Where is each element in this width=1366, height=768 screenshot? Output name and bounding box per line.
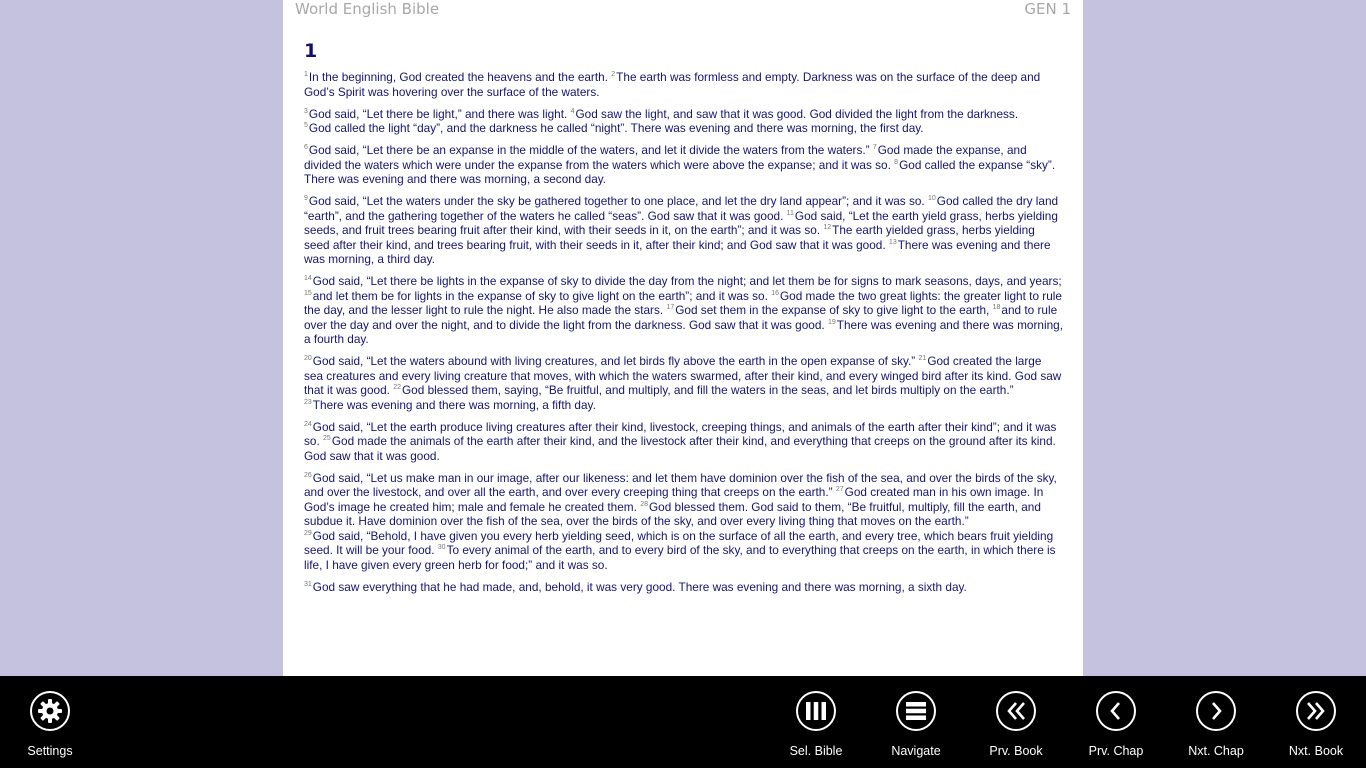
verse-number: 27	[835, 486, 844, 493]
verse-number: 25	[323, 435, 331, 442]
chevron-left-icon	[1096, 691, 1136, 731]
verse-text: God set them in the expanse of sky to give light to the earth,	[675, 303, 990, 317]
verse-text: God called the light “day”, and the darkness he called “night”. There was evening and there was morning, the first day.	[308, 121, 924, 135]
verse-text: God said, “Behold, I have given you every herb yielding seed, which is on the surface of all the earth, and every tree, which bears fruit yielding seed. It will be your food.	[304, 528, 1054, 557]
rewind-icon	[996, 691, 1036, 731]
verse-number: 15	[304, 289, 312, 297]
next-chap-button[interactable]	[1166, 691, 1266, 761]
verse-text: God said, “Let there be light,” and there was light.	[308, 106, 568, 121]
verse-text: God made the expanse, and divided the waters which were under the expanse from the waters which were above the expanse; and it was so.	[304, 143, 1027, 172]
verse-number: 8	[894, 158, 899, 166]
verse-number: 2	[611, 71, 616, 78]
fast-forward-icon	[1296, 691, 1336, 731]
verse-text: In the beginning, God created the heavens and the earth.	[308, 70, 608, 84]
verse-text: To every animal of the earth, and to every bird of the sky, and to everything that creeps on the earth, in which there is life, I have given every green herb for food;” and it was so.	[304, 543, 1056, 572]
verse-paragraph	[304, 420, 1063, 464]
verse-text: God said, “Let the earth produce living creatures after their kind, livestock, creeping things, and animals of the earth after their kind”; and it was so.	[304, 419, 1057, 448]
verse-text: God blessed them. God said to them, “Be fruitful, multiply, fill the earth, and subdue it. Have dominion over the fish of the sea, over the birds of the sky, and over every living thing that moves on the earth.”	[304, 499, 1041, 528]
verse-text: God saw the light, and saw that it was good. God divided the light from the darkness.	[575, 106, 1019, 121]
verse-number: 3	[304, 107, 308, 115]
verse-text: God made the two great lights: the greater light to rule the day, and the lesser light to rule the night. He also made the stars.	[304, 288, 1062, 317]
verse-paragraph	[304, 143, 1063, 187]
reading-page[interactable]	[283, 0, 1083, 676]
verse-text: There was evening and there was morning, a fifth day.	[312, 397, 596, 412]
prev-book-label: Prv. Book	[989, 744, 1043, 758]
verse-paragraph	[304, 194, 1063, 267]
verse-text: God called the expanse “sky”. There was evening and there was morning, a second day.	[304, 157, 1056, 186]
verse-number: 6	[304, 144, 308, 151]
sel-bible-button[interactable]	[766, 691, 866, 761]
verse-paragraph	[304, 70, 1063, 99]
verse-text: God said, “Let the waters abound with living creatures, and let birds fly above the earth in the open expanse of sky.”	[312, 354, 916, 368]
verse-number: 10	[927, 195, 936, 202]
verse-paragraph	[304, 107, 1063, 136]
verse-text: and let them be for lights in the expanse of sky to give light on the earth”; and it was so.	[312, 288, 768, 303]
verse-number: 5	[304, 122, 308, 129]
app-bar	[0, 676, 1366, 768]
verse-number: 30	[437, 544, 446, 551]
verse-number: 1	[304, 71, 308, 78]
verse-number: 22	[393, 384, 401, 391]
verse-text: God created man in his own image. In God’s image he created him; male and female he created them.	[304, 485, 1044, 514]
menu-icon	[896, 691, 936, 731]
verse-number: 20	[304, 355, 312, 362]
verse-paragraph	[304, 354, 1063, 412]
chevron-right-icon	[1196, 691, 1236, 731]
verse-number: 16	[771, 289, 779, 297]
verse-text: God called the dry land “earth”, and the gathering together of the waters he called “seas”. God saw that it was good.	[304, 194, 1059, 223]
sel-bible-label: Sel. Bible	[789, 744, 843, 758]
prev-chap-button[interactable]	[1066, 691, 1166, 761]
bible-name: World English Bible	[295, 0, 440, 18]
verse-number: 19	[827, 318, 836, 326]
verse-text: The earth was formless and empty. Darkness was on the surface of the deep and God’s Spirit was hovering over the surface of the waters.	[304, 70, 1041, 99]
verse-text: God saw everything that he had made, and, behold, it was very good. There was evening and there was morning, a sixth day.	[312, 579, 967, 594]
verse-text: God blessed them, saying, “Be fruitful, and multiply, and fill the waters in the seas, and let birds multiply on the earth.”	[402, 383, 1014, 397]
verse-text: God said, “Let there be an expanse in the middle of the waters, and let it divide the waters from the waters.”	[308, 143, 870, 157]
verse-number: 18	[992, 304, 1001, 311]
verse-number: 29	[304, 529, 312, 537]
chapter-number: 1	[304, 40, 318, 62]
verse-number: 23	[304, 398, 312, 406]
verse-text: God created the large sea creatures and every living creature that moves, with which the waters swarmed, after their kind, and every winged bird after its kind. God saw that it was good.	[304, 354, 1062, 397]
verse-number: 26	[304, 471, 312, 479]
verse-number: 24	[304, 420, 312, 428]
verse-text: God said, “Let the waters under the sky be gathered together to one place, and let the dry land appear”; and it was so.	[308, 194, 925, 208]
verse-number: 9	[304, 195, 308, 202]
verse-paragraph	[304, 471, 1063, 573]
gear-icon	[30, 691, 70, 731]
verse-text: God made the animals of the earth after their kind, and the livestock after their kind, and everything that creeps on the ground after its kind. God saw that it was good.	[304, 434, 1056, 463]
next-chap-label: Nxt. Chap	[1188, 744, 1244, 758]
prev-chap-label: Prv. Chap	[1088, 744, 1144, 758]
verse-number: 13	[888, 238, 897, 246]
verse-number: 21	[918, 355, 927, 362]
verse-paragraph	[304, 580, 1063, 595]
settings-label: Settings	[27, 744, 73, 758]
verse-number: 14	[304, 275, 312, 282]
verse-number: 17	[666, 304, 675, 311]
verse-paragraph	[304, 274, 1063, 347]
columns-icon	[796, 691, 836, 731]
verse-number: 28	[640, 500, 648, 508]
verse-number: 11	[786, 209, 794, 217]
verse-text: and to rule over the day and over the night, and to divide the light from the darkness. God saw that it was good.	[304, 303, 1058, 332]
verse-number: 31	[304, 580, 312, 588]
prev-book-button[interactable]	[966, 691, 1066, 761]
navigate-label: Navigate	[891, 744, 941, 758]
verse-number: 7	[872, 144, 877, 151]
navigate-button[interactable]	[866, 691, 966, 761]
verse-text: God said, “Let us make man in our image, after our likeness: and let them have dominion over the fish of the sea, and over the birds of the sky, and over the livestock, and over all the earth, and over every creeping thing that creeps on the earth.”	[304, 470, 1057, 499]
chapter-text	[304, 70, 1063, 602]
verse-text: God said, “Let the earth yield grass, herbs yielding seeds, and fruit trees bearing fruit after their kind, with their seeds in it, on the earth”; and it was so.	[304, 208, 1058, 237]
next-book-button[interactable]	[1266, 691, 1366, 761]
verse-text: God said, “Let there be lights in the expanse of sky to divide the day from the night; and let them be for signs to mark seasons, days, and years;	[312, 274, 1062, 288]
chapter-reference: GEN 1	[1024, 0, 1071, 18]
verse-number: 4	[570, 107, 575, 115]
verse-number: 12	[823, 224, 832, 231]
verse-text: There was evening and there was morning, a third day.	[304, 237, 1051, 266]
settings-button[interactable]	[0, 691, 100, 761]
verse-text: The earth yielded grass, herbs yielding seed after their kind, and trees bearing fruit, with their seeds in it, after their kind; and God saw that it was good.	[304, 223, 1035, 252]
verse-text: There was evening and there was morning, a fourth day.	[304, 317, 1063, 346]
next-book-label: Nxt. Book	[1288, 744, 1344, 758]
